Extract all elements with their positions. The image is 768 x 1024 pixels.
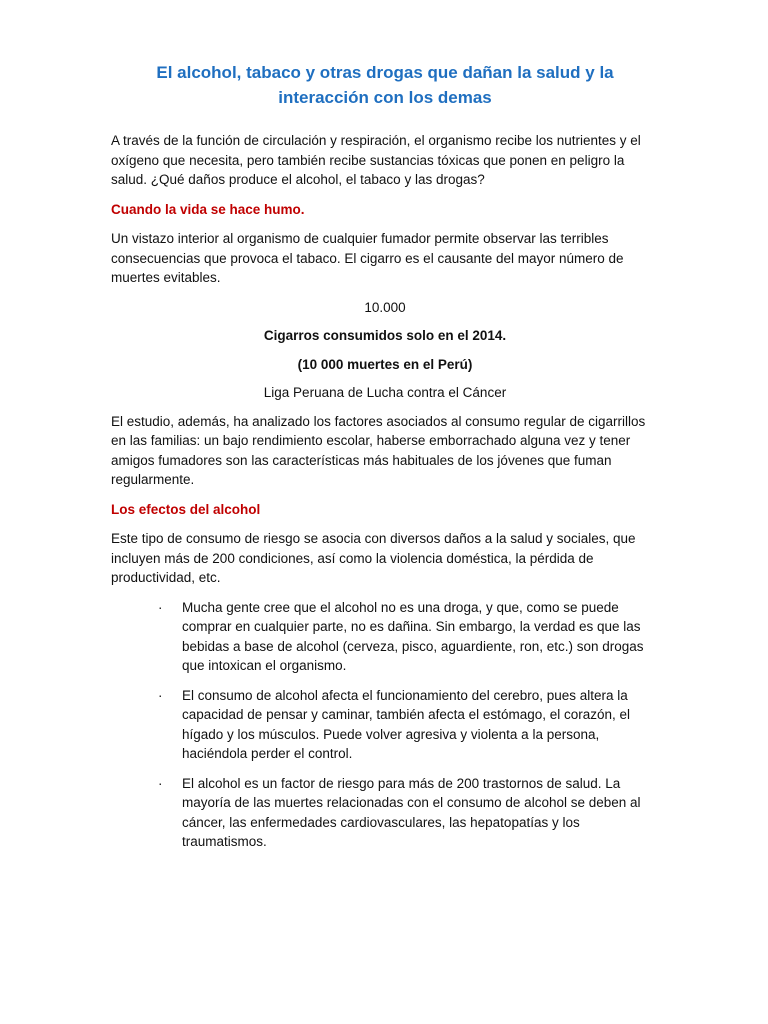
list-item-text: El consumo de alcohol afecta el funcionamiento del cerebro, pues altera la capacidad de pensar y caminar, también afecta el estómago, el corazón, el hígado y los músculos. Puede volver agresiva y violenta a la persona, haciéndola perder el control.: [182, 687, 631, 761]
section-heading-alcohol: Los efectos del alcohol: [111, 501, 261, 517]
alcohol-paragraph: Este tipo de consumo de riesgo se asocia con diversos daños a la salud y sociales, que incluyen más de 200 condiciones, así como la violencia doméstica, la pérdida de productividad, etc.: [111, 531, 636, 585]
list-item: [111, 598, 659, 676]
document-page: [111, 60, 659, 862]
alcohol-bullet-list: [111, 598, 659, 852]
bullet-dot-icon: ·: [158, 599, 163, 615]
study-paragraph: El estudio, además, ha analizado los factores asociados al consumo regular de cigarrillos en las familias: un bajo rendimiento escolar, haberse emborrachado alguna vez y tener amigos fumadores son las características más habituales de los jóvenes que fuman regularmente.: [111, 413, 646, 487]
bullet-dot-icon: ·: [158, 687, 163, 703]
list-item: [111, 686, 659, 764]
stat-line-deaths: (10 000 muertes en el Perú): [297, 356, 473, 372]
stat-source: Liga Peruana de Lucha contra el Cáncer: [263, 385, 507, 400]
list-item: [111, 774, 659, 852]
document-title: El alcohol, tabaco y otras drogas que dañan la salud y la interacción con los demas: [156, 63, 614, 107]
bullet-dot-icon: ·: [158, 775, 163, 791]
tobacco-paragraph: Un vistazo interior al organismo de cualquier fumador permite observar las terribles consecuencias que provoca el tabaco. El cigarro es el causante del mayor número de muertes evitables.: [111, 231, 624, 285]
stat-line-cigarettes: Cigarros consumidos solo en el 2014.: [263, 328, 507, 343]
section-heading-tobacco: Cuando la vida se hace humo.: [111, 201, 305, 217]
list-item-text: Mucha gente cree que el alcohol no es una droga, y que, como se puede comprar en cualquier parte, no es dañina. Sin embargo, la verdad es que las bebidas a base de alcohol (cerveza, pisco, aguardiente, ron, etc.) son drogas que intoxican el organismo.: [182, 599, 644, 673]
stat-number: 10.000: [364, 299, 406, 315]
list-item-text: El alcohol es un factor de riesgo para más de 200 trastornos de salud. La mayoría de las muertes relacionadas con el consumo de alcohol se deben al cáncer, las enfermedades cardiovasculares, las hepatopatías y los traumatismos.: [182, 775, 641, 849]
intro-paragraph: A través de la función de circulación y respiración, el organismo recibe los nutrientes y el oxígeno que necesita, pero también recibe sustancias tóxicas que ponen en peligro la salud. ¿Qué daños produce el alcohol, el tabaco y las drogas?: [111, 133, 641, 187]
